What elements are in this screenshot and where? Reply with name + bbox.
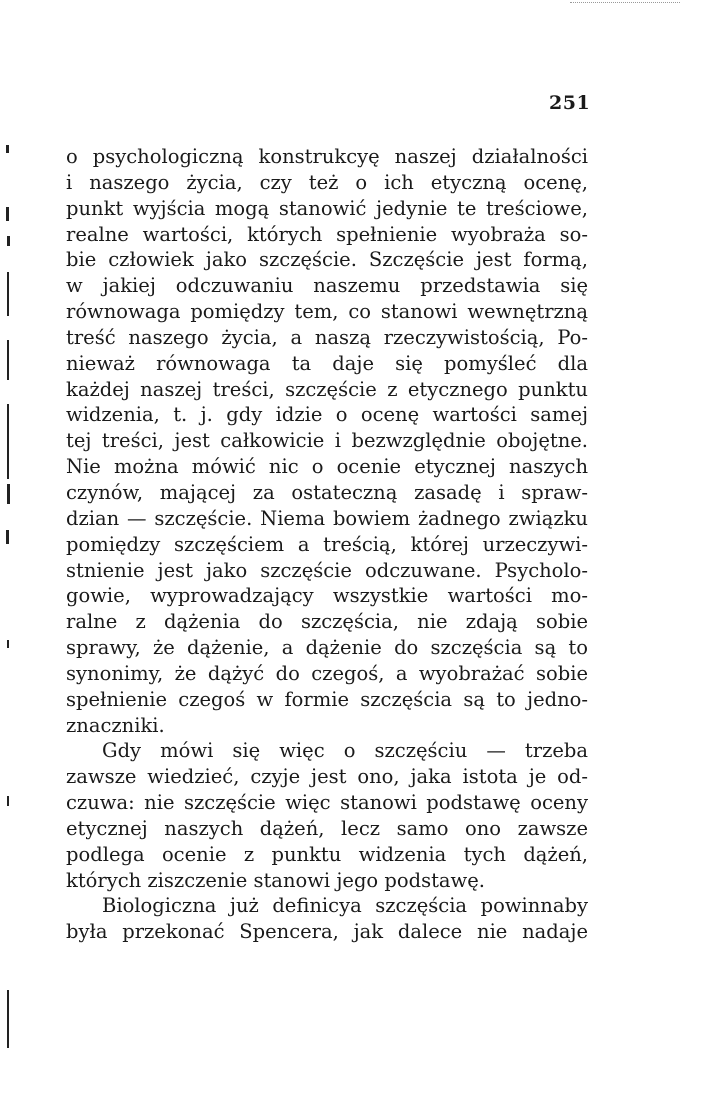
text-line: treść naszego życia, a naszą rzeczywistością, Po- xyxy=(66,325,588,349)
text-line: ralne z dążenia do szczęścia, nie zdają sobie xyxy=(66,610,588,634)
text-line: synonimy, że dążyć do czegoś, a wyobrażać sobie xyxy=(66,661,588,685)
text-line: spełnienie czegoś w formie szczęścia są to jedno- xyxy=(66,687,588,711)
text-line: i naszego życia, czy też o ich etyczną ocenę, xyxy=(66,170,588,194)
scan-artifact xyxy=(7,796,9,806)
scan-artifact xyxy=(7,484,10,504)
text-line: gowie, wyprowadzający wszystkie wartości mo- xyxy=(66,584,588,608)
text-line: czynów, mającej za ostateczną zasadę i spraw- xyxy=(66,480,588,504)
text-line: tej treści, jest całkowicie i bezwzględnie obojętne. xyxy=(66,429,588,453)
text-line: etycznej naszych dążeń, lecz samo ono zawsze xyxy=(66,816,588,840)
scan-artifact xyxy=(7,272,9,316)
scan-artifact xyxy=(7,236,10,246)
body-text xyxy=(66,144,588,945)
text-line: realne wartości, których spełnienie wyobraża so- xyxy=(66,222,588,246)
text-line: stnienie jest jako szczęście odczuwane. Psycholo- xyxy=(66,558,588,582)
text-line: w jakiej odczuwaniu naszemu przedstawia się xyxy=(66,274,588,298)
scan-artifact xyxy=(570,2,680,4)
scan-artifact xyxy=(6,207,9,221)
text-line: czuwa: nie szczęście więc stanowi podstawę oceny xyxy=(66,791,588,815)
scan-artifact xyxy=(7,990,9,1048)
text-line: widzenia, t. j. gdy idzie o ocenę wartości samej xyxy=(66,403,588,427)
scan-artifact xyxy=(7,640,9,648)
text-line: bie człowiek jako szczęście. Szczęście jest formą, xyxy=(66,248,588,272)
text-line: o psychologiczną konstrukcyę naszej działalności xyxy=(66,145,588,168)
scan-artifact xyxy=(6,530,9,544)
text-line: pomiędzy szczęściem a treścią, której urzeczywi- xyxy=(66,532,588,556)
scan-artifact xyxy=(7,340,9,380)
text-line: sprawy, że dążenie, a dążenie do szczęścia są to xyxy=(66,636,588,660)
text-line: równowaga pomiędzy tem, co stanowi wewnętrzną xyxy=(66,300,588,324)
text-line: których ziszczenie stanowi jego podstawę. xyxy=(66,868,485,892)
page-number: 251 xyxy=(549,92,591,114)
text-line: Biologiczna już definicya szczęścia powinnaby xyxy=(102,894,588,918)
text-line: Nie można mówić nic o ocenie etycznej naszych xyxy=(66,455,588,479)
text-line: nieważ równowaga ta daje się pomyśleć dla xyxy=(66,351,588,375)
text-line: punkt wyjścia mogą stanowić jedynie te treściowe, xyxy=(66,196,588,220)
text-line: zawsze wiedzieć, czyje jest ono, jaka istota je od- xyxy=(66,765,588,789)
text-line: znaczniki. xyxy=(66,713,165,737)
text-line: każdej naszej treści, szczęście z etycznego punktu xyxy=(66,377,588,401)
text-line: podlega ocenie z punktu widzenia tych dążeń, xyxy=(66,842,588,866)
scan-artifact xyxy=(6,145,9,153)
text-line: była przekonać Spencera, jak dalece nie nadaje xyxy=(66,920,588,944)
text-line: dzian — szczęście. Niema bowiem żadnego związku xyxy=(66,506,588,530)
scan-artifact xyxy=(7,404,9,479)
text-line: Gdy mówi się więc o szczęściu — trzeba xyxy=(102,739,588,763)
